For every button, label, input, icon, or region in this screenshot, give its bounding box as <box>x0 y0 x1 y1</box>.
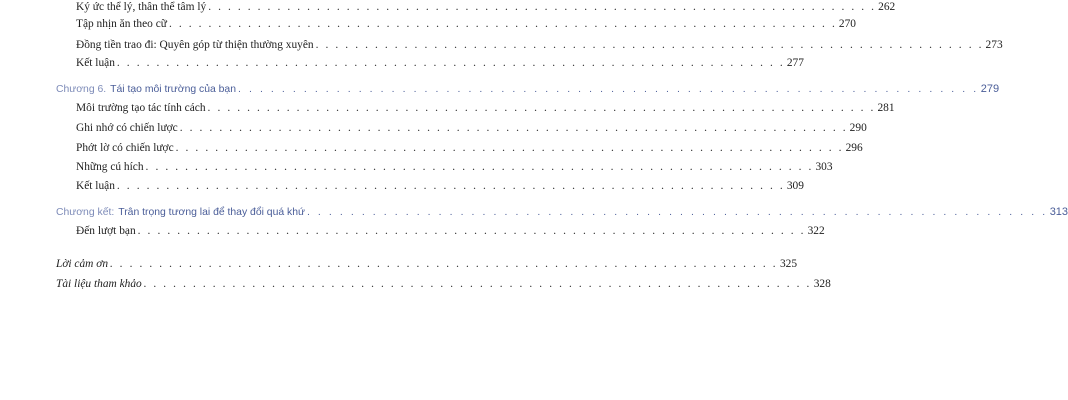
toc-entry <box>76 121 867 135</box>
toc-entry-title: Ký ức thể lý, thân thể tâm lý <box>76 1 207 13</box>
toc-entry <box>76 101 895 115</box>
toc-entry-title: Những cú hích <box>76 161 144 173</box>
toc-entry-page: 296 <box>845 142 863 154</box>
dot-leader: . . . . . . . . . . . . . . . . . . . . . . . . . . . . . . . . . . . . . . . . . . . . . . . . . . . . . . . . . . . . . . . . . . . . <box>306 207 1048 218</box>
dot-leader: . . . . . . . . . . . . . . . . . . . . . . . . . . . . . . . . . . . . . . . . . . . . . . . . . . . . . . . . . . . . . . . . . . . . <box>110 258 778 270</box>
toc-entry <box>76 38 1003 52</box>
chapter-page: 313 <box>1049 206 1068 218</box>
dot-leader: . . . . . . . . . . . . . . . . . . . . . . . . . . . . . . . . . . . . . . . . . . . . . . . . . . . . . . . . . . . . . . . . . . . . <box>208 1 877 13</box>
dot-leader: . . . . . . . . . . . . . . . . . . . . . . . . . . . . . . . . . . . . . . . . . . . . . . . . . . . . . . . . . . . . . . . . . . . . <box>207 102 876 114</box>
toc-entry <box>76 224 825 238</box>
chapter-heading <box>56 205 1068 220</box>
dot-leader: . . . . . . . . . . . . . . . . . . . . . . . . . . . . . . . . . . . . . . . . . . . . . . . . . . . . . . . . . . . . . . . . . . . . <box>145 161 814 173</box>
toc-entry-page: 273 <box>985 39 1003 51</box>
toc-entry-title: Tập nhịn ăn theo cữ <box>76 18 167 30</box>
dot-leader: . . . . . . . . . . . . . . . . . . . . . . . . . . . . . . . . . . . . . . . . . . . . . . . . . . . . . . . . . . . . . . . . . . . . <box>116 180 785 192</box>
toc-entry-page: 328 <box>813 278 831 290</box>
toc-entry-title: Ghi nhớ có chiến lược <box>76 122 178 134</box>
toc-entry-title: Môi trường tạo tác tính cách <box>76 102 206 114</box>
dot-leader: . . . . . . . . . . . . . . . . . . . . . . . . . . . . . . . . . . . . . . . . . . . . . . . . . . . . . . . . . . . . . . . . . . . . <box>179 122 848 134</box>
toc-entry-page: 290 <box>849 122 867 134</box>
toc-entry-page: 322 <box>807 225 825 237</box>
toc-entry-page: 281 <box>877 102 895 114</box>
dot-leader: . . . . . . . . . . . . . . . . . . . . . . . . . . . . . . . . . . . . . . . . . . . . . . . . . . . . . . . . . . . . . . . . . . . . <box>116 57 785 69</box>
dot-leader: . . . . . . . . . . . . . . . . . . . . . . . . . . . . . . . . . . . . . . . . . . . . . . . . . . . . . . . . . . . . . . . . . . . . <box>143 278 812 290</box>
chapter-label: Chương kết: <box>56 207 115 218</box>
chapter-page: 279 <box>980 83 1000 95</box>
dot-leader: . . . . . . . . . . . . . . . . . . . . . . . . . . . . . . . . . . . . . . . . . . . . . . . . . . . . . . . . . . . . . . . . . . . . <box>315 39 984 51</box>
chapter-label: Chương 6. <box>56 84 107 95</box>
toc-entry-page: 277 <box>786 57 804 69</box>
back-matter-entry <box>56 277 831 291</box>
toc-entry-title: Phớt lờ có chiến lược <box>76 142 174 154</box>
toc-entry-title: Kết luận <box>76 57 115 69</box>
dot-leader: . . . . . . . . . . . . . . . . . . . . . . . . . . . . . . . . . . . . . . . . . . . . . . . . . . . . . . . . . . . . . . . . . . . . <box>238 84 979 95</box>
toc-entry <box>76 17 856 31</box>
toc-entry <box>76 160 833 174</box>
toc-entry-title: Kết luận <box>76 180 115 192</box>
toc-entry <box>76 0 896 14</box>
toc-entry-title: Đồng tiền trao đi: Quyên góp từ thiện thường xuyên <box>76 39 314 51</box>
toc-entry-title: Đến lượt bạn <box>76 225 136 237</box>
toc-entry-page: 303 <box>815 161 833 173</box>
back-matter-entry <box>56 257 798 271</box>
dot-leader: . . . . . . . . . . . . . . . . . . . . . . . . . . . . . . . . . . . . . . . . . . . . . . . . . . . . . . . . . . . . . . . . . . . . <box>137 225 806 237</box>
toc-entry-title: Lời cảm ơn <box>56 258 109 270</box>
dot-leader: . . . . . . . . . . . . . . . . . . . . . . . . . . . . . . . . . . . . . . . . . . . . . . . . . . . . . . . . . . . . . . . . . . . . <box>175 142 844 154</box>
toc-entry-title: Tài liệu tham khảo <box>56 278 142 290</box>
toc-entry-page: 325 <box>779 258 798 270</box>
toc-entry-page: 262 <box>878 1 896 13</box>
chapter-heading <box>56 82 1000 97</box>
toc-entry <box>76 179 804 193</box>
chapter-title: Trân trọng tương lai để thay đổi quá khứ <box>118 207 305 218</box>
chapter-title: Tái tạo môi trường của bạn <box>110 84 236 95</box>
toc-entry <box>76 141 863 155</box>
dot-leader: . . . . . . . . . . . . . . . . . . . . . . . . . . . . . . . . . . . . . . . . . . . . . . . . . . . . . . . . . . . . . . . . . . . . <box>168 18 837 30</box>
toc-entry <box>76 56 804 70</box>
toc-entry-page: 309 <box>786 180 804 192</box>
toc-entry-page: 270 <box>838 18 856 30</box>
